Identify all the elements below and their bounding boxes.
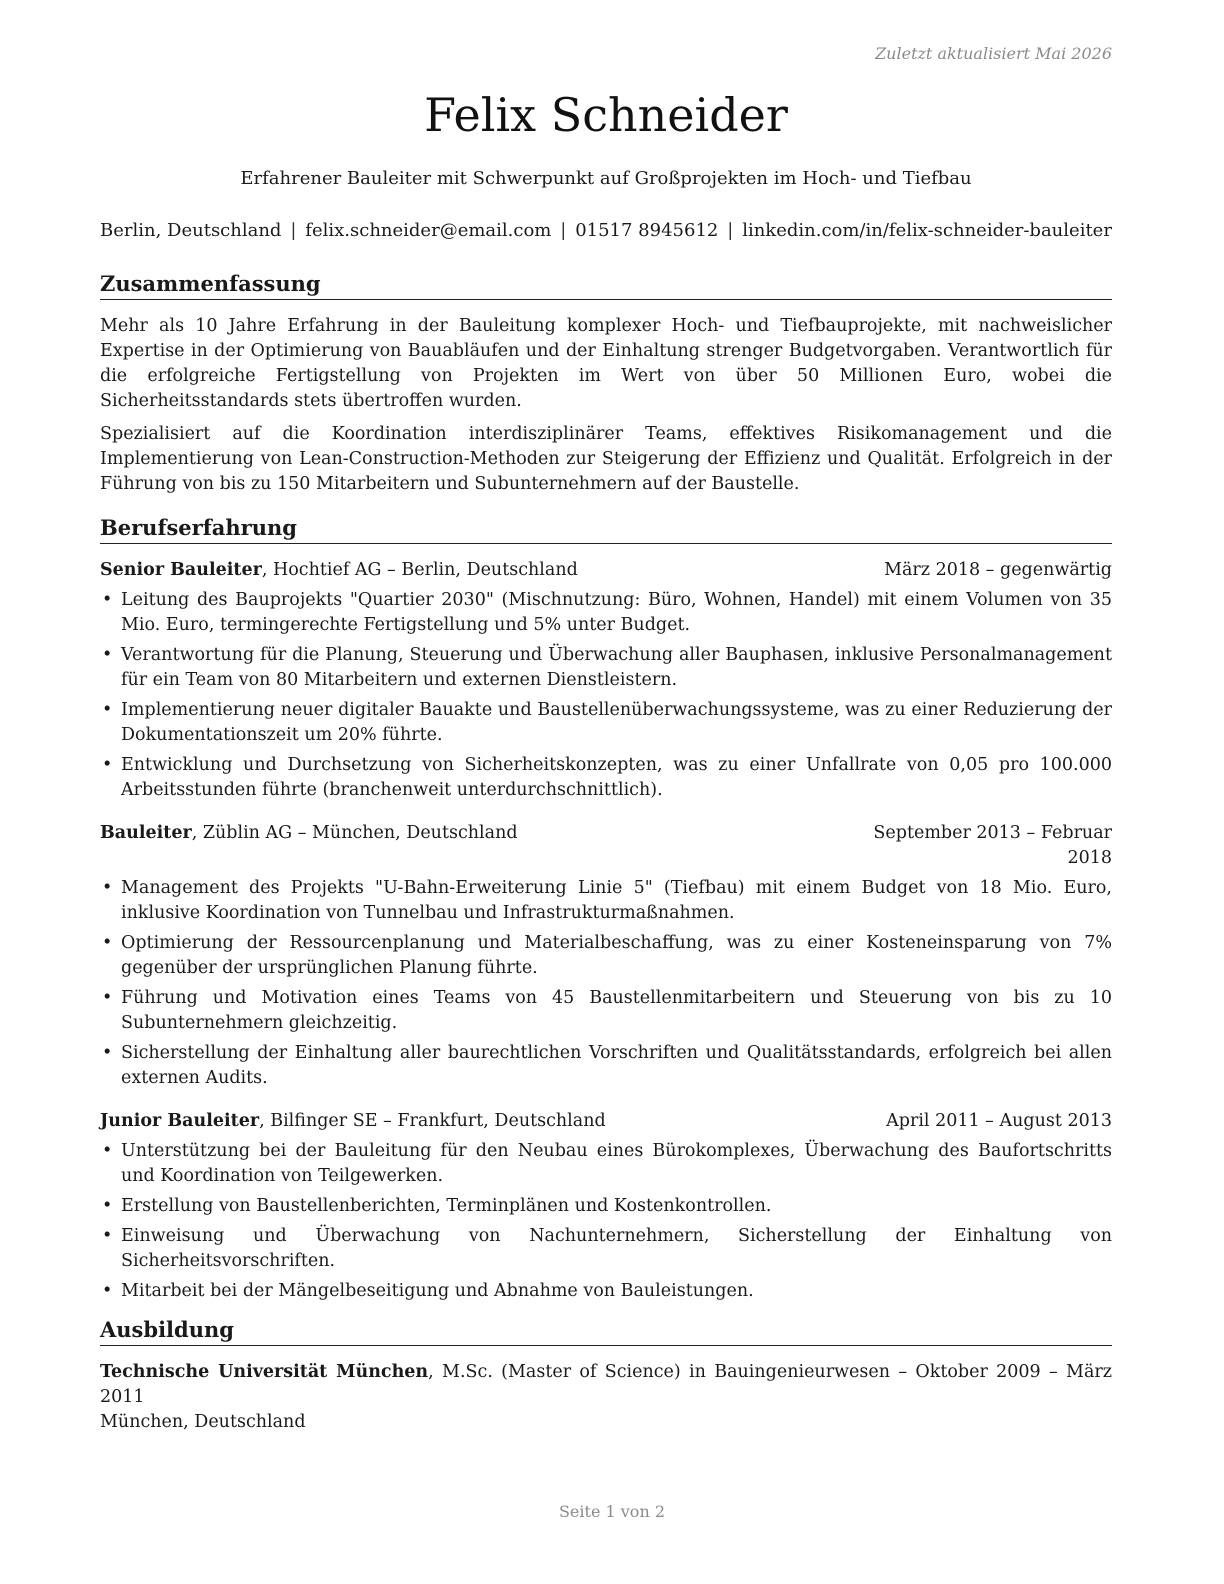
list-item: • Einweisung und Überwachung von Nachunternehmern, Sicherstellung der Einhaltung von Sicherheitsvorschriften. bbox=[100, 1224, 1112, 1274]
job-header bbox=[100, 1109, 1112, 1134]
list-item: • Implementierung neuer digitaler Bauakte und Baustellenüberwachungssysteme, was zu einer Reduzierung der Dokumentationszeit um 20% führte. bbox=[100, 698, 1112, 748]
job-dates: März 2018 – gegenwärtig bbox=[884, 560, 1112, 580]
list-item: • Optimierung der Ressourcenplanung und Materialbeschaffung, was zu einer Kosteneinsparung von 7% gegenüber der ursprünglichen Planung führte. bbox=[100, 931, 1112, 981]
job-entry bbox=[100, 821, 1112, 1091]
education-entry bbox=[100, 1360, 1112, 1410]
list-item: • Leitung des Bauprojekts "Quartier 2030" (Mischnutzung: Büro, Wohnen, Handel) mit einem Volumen von 35 Mio. Euro, termingerechte Fertigstellung und 5% unter Budget. bbox=[100, 588, 1112, 638]
summary-paragraph: Mehr als 10 Jahre Erfahrung in der Bauleitung komplexer Hoch- und Tiefbauprojekte, mit nachweislicher Expertise in der Optimierung von Bauabläufen und der Einhaltung strenger Budgetvorgaben. Verantwortlich für die erfolgreiche Fertigstellung von Projekten im Wert von über 50 Millionen Euro, wobei die Sicherheitsstandards stets übertroffen wurden. bbox=[100, 316, 1112, 411]
candidate-name: Felix Schneider bbox=[424, 88, 788, 142]
job-role: Bauleiter bbox=[100, 823, 192, 843]
job-company: , Bilfinger SE – Frankfurt, Deutschland bbox=[259, 1111, 606, 1131]
job-role: Junior Bauleiter bbox=[100, 1111, 260, 1131]
job-entry bbox=[100, 558, 1112, 803]
page-number: Seite 1 von 2 bbox=[558, 1502, 666, 1521]
education-degree: , M.Sc. (Master of Science) in Bauingenieurwesen – bbox=[428, 1362, 908, 1382]
contact-separator: | bbox=[560, 220, 567, 241]
section-title: Ausbildung bbox=[100, 1316, 1112, 1346]
contact-phone: 01517 8945612 bbox=[575, 220, 719, 241]
contact-line bbox=[100, 220, 1112, 241]
summary-paragraph: Spezialisiert auf die Koordination interdisziplinärer Teams, effektives Risikomanagement und die Implementierung von Lean-Construction-Methoden zur Steigerung der Effizienz und Qualität. Erfolgreich in der Führung von bis zu 150 Mitarbeitern und Subunternehmern auf der Baustelle. bbox=[100, 424, 1112, 494]
contact-location: Berlin, Deutschland bbox=[100, 220, 282, 241]
contact-email[interactable]: felix.schneider@email.com bbox=[305, 220, 552, 241]
education-school: Technische Universität München bbox=[100, 1362, 429, 1382]
job-title-line bbox=[100, 821, 518, 871]
job-bullets bbox=[100, 876, 1112, 1091]
contact-separator: | bbox=[727, 220, 734, 241]
education-section bbox=[100, 1316, 1112, 1435]
job-entry bbox=[100, 1109, 1112, 1304]
job-header bbox=[100, 558, 1112, 583]
job-header bbox=[100, 821, 1112, 871]
section-title: Zusammenfassung bbox=[100, 270, 1112, 300]
job-title-line bbox=[100, 1109, 606, 1134]
list-item: • Führung und Motivation eines Teams von 45 Baustellenmitarbeitern und Steuerung von bis zu 10 Subunternehmern gleichzeitig. bbox=[100, 986, 1112, 1036]
list-item: • Unterstützung bei der Bauleitung für den Neubau eines Bürokomplexes, Überwachung des Baufortschritts und Koordination von Teilgewerken. bbox=[100, 1139, 1112, 1189]
contact-linkedin[interactable]: linkedin.com/in/felix-schneider-bauleiter bbox=[742, 220, 1112, 241]
job-company: , Hochtief AG – Berlin, Deutschland bbox=[261, 560, 578, 580]
list-item: • Mitarbeit bei der Mängelbeseitigung und Abnahme von Bauleistungen. bbox=[100, 1279, 1112, 1304]
contact-separator: | bbox=[290, 220, 297, 241]
list-item: • Erstellung von Baustellenberichten, Terminplänen und Kostenkontrollen. bbox=[100, 1194, 1112, 1219]
list-item: • Verantwortung für die Planung, Steuerung und Überwachung aller Bauphasen, inklusive Personalmanagement für ein Team von 80 Mitarbeitern und externen Dienstleistern. bbox=[100, 643, 1112, 693]
job-company: , Züblin AG – München, Deutschland bbox=[191, 823, 518, 843]
job-role: Senior Bauleiter bbox=[100, 560, 262, 580]
list-item: • Sicherstellung der Einhaltung aller baurechtlichen Vorschriften und Qualitätsstandards, erfolgreich bei allen externen Audits. bbox=[100, 1041, 1112, 1091]
list-item: • Entwicklung und Durchsetzung von Sicherheitskonzepten, was zu einer Unfallrate von 0,05 pro 100.000 Arbeitsstunden führte (branchenweit unterdurchschnittlich). bbox=[100, 753, 1112, 803]
tagline: Erfahrener Bauleiter mit Schwerpunkt auf Großprojekten im Hoch- und Tiefbau bbox=[240, 168, 972, 189]
job-bullets bbox=[100, 588, 1112, 803]
job-bullets bbox=[100, 1139, 1112, 1304]
job-dates: April 2011 – August 2013 bbox=[886, 1111, 1112, 1131]
experience-section bbox=[100, 514, 1112, 1309]
job-dates: September 2013 – Februar 2018 bbox=[873, 823, 1112, 868]
summary-section bbox=[100, 270, 1112, 505]
list-item: • Management des Projekts "U-Bahn-Erweiterung Linie 5" (Tiefbau) mit einem Budget von 18 Mio. Euro, inklusive Koordination von Tunnelbau und Infrastrukturmaßnahmen. bbox=[100, 876, 1112, 926]
education-location: München, Deutschland bbox=[100, 1412, 306, 1432]
last-updated: Zuletzt aktualisiert Mai 2026 bbox=[875, 44, 1112, 63]
section-title: Berufserfahrung bbox=[100, 514, 1112, 544]
education-dates: Oktober 2009 – März 2011 bbox=[100, 1362, 1112, 1407]
job-title-line bbox=[100, 558, 578, 583]
